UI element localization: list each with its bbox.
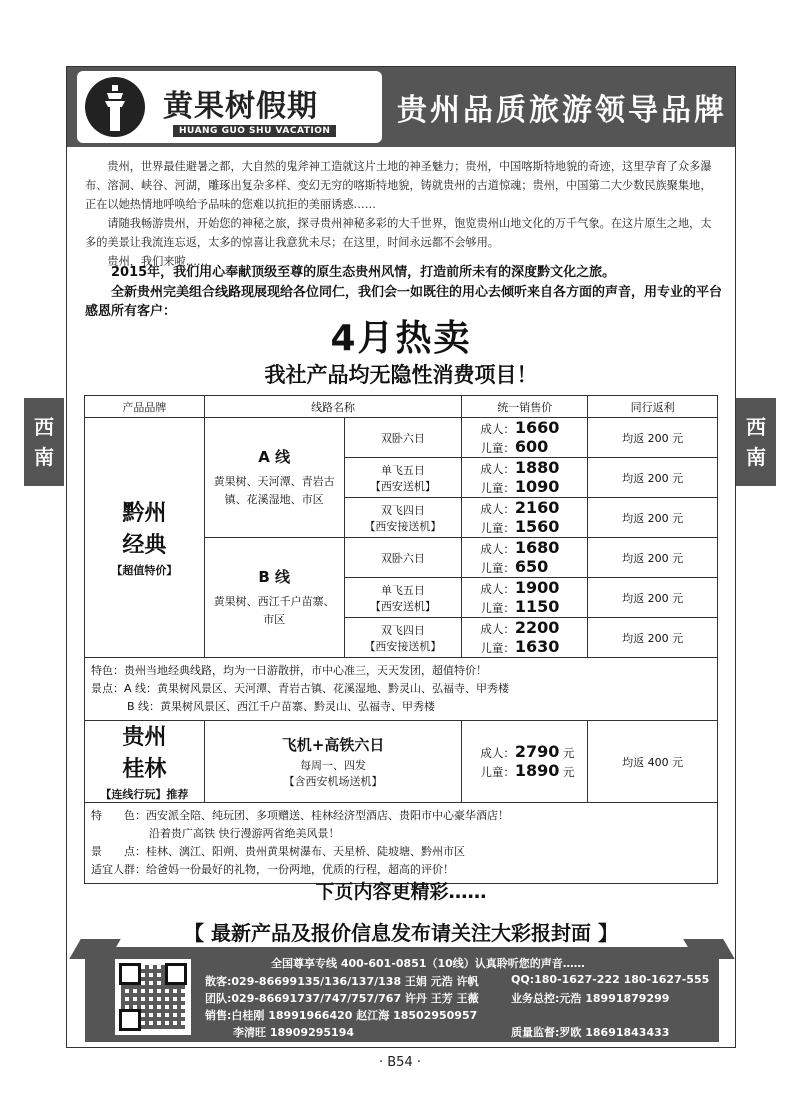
feature-note-2: 沿着贵广高铁 快行漫游两省绝美风景！: [149, 827, 340, 840]
adult-label: 成人：: [480, 581, 515, 596]
adult-label: 成人：: [480, 541, 515, 556]
intro-paragraph: 贵州，世界最佳避暑之都，大自然的鬼斧神工造就这片土地的神圣魅力；贵州，中国喀斯特地貌的奇迹，这里孕育了众多瀑布、溶洞、峡谷、河湖，雕琢出复杂多样、变幻无穷的喀斯特地貌，铸就贵州的古道惊魂；贵州，中国第二大少数民族聚集地，正在以她热情地呼唤给予品味的您难以抗拒的美丽诱惑……: [85, 160, 712, 211]
intro-paragraph: 贵州，我们来啦……: [107, 255, 209, 268]
route-title: 飞机+高铁六日: [281, 736, 385, 754]
intro-text: [85, 157, 719, 271]
route-cell: [204, 721, 462, 803]
line-desc: 黄果树、天河潭、青岩古镇、花溪湿地、市区: [213, 475, 335, 506]
adult-unit: 元: [563, 745, 575, 760]
route-cell: [344, 498, 462, 538]
rebate-cell: 均返 200 元: [588, 498, 718, 538]
feature-note: 特色：贵州当地经典线路，均为一日游散拼，市中心准三，天天发团，超值特价！: [91, 664, 487, 677]
qr-code-icon: [115, 959, 191, 1035]
tower-logo-icon: [85, 77, 145, 137]
adult-label: 成人：: [480, 421, 515, 436]
child-label: 儿童：: [480, 440, 515, 455]
intro-new-routes: 全新贵州完美组合线路现展现给各位同仁，我们会一如既往的用心去倾听来自各方面的声音，用专业的平台感恩所有客户：: [85, 285, 723, 319]
features-row: [85, 658, 718, 721]
brand-tag: 【超值特价】: [111, 563, 178, 577]
quality-contact: 质量监督:罗欧 18691843433: [511, 1026, 670, 1039]
sights-note: 景点：A 线：黄果树风景区、天河潭、青岩古镇、花溪湿地、黔灵山、弘福寺、甲秀楼: [91, 682, 510, 695]
child-label: 儿童：: [480, 480, 515, 495]
route-name: 单飞五日: [380, 463, 425, 477]
hot-sale-title: 4月热卖: [330, 318, 472, 359]
header-rebate: 同行返利: [588, 396, 718, 418]
route-transfer: 【含西安机场送机】: [283, 775, 383, 788]
sales-contact: 销售:白桂刚 18991966420 赵江海 18502950957: [205, 1009, 478, 1022]
contact-footer: [85, 947, 719, 1042]
rebate-cell: 均返 200 元: [588, 618, 718, 658]
route-cell: [344, 458, 462, 498]
logo-title: 黄果树假期: [163, 89, 318, 124]
adult-price: 1900: [514, 577, 560, 597]
route-cell: [344, 578, 462, 618]
child-price: 1890: [514, 760, 560, 780]
line-title: B 线: [258, 568, 290, 586]
brand-name: 桂林: [122, 756, 167, 782]
page-number: · B54 ·: [379, 1055, 421, 1070]
price-cell: [462, 418, 588, 458]
header-route: 线路名称: [204, 396, 462, 418]
director-contact: 业务总控:元浩 18991879299: [511, 992, 670, 1005]
no-extra-fee-title: 我社产品均无隐性消费项目！: [264, 363, 538, 387]
table-row: [85, 721, 718, 803]
audience-note: 适宜人群：给爸妈一份最好的礼物，一份两地，优质的行程，超高的评价！: [91, 863, 454, 876]
adult-price: 1680: [514, 537, 560, 557]
adult-label: 成人：: [480, 621, 515, 636]
adult-price: 1660: [514, 417, 560, 437]
side-tab-right-text: 西 南: [746, 415, 766, 469]
child-price: 1560: [514, 516, 560, 536]
header-price: 统一销售价: [462, 396, 588, 418]
rebate-cell: 均返 200 元: [588, 578, 718, 618]
brand-name: 经典: [122, 532, 167, 558]
retail-contact: 散客:029-86699135/136/137/138 王娟 元浩 许帆: [205, 975, 479, 988]
adult-label: 成人：: [480, 501, 515, 516]
route-cell: [344, 618, 462, 658]
adult-label: 成人：: [480, 745, 515, 760]
brand-name: 贵州: [122, 724, 167, 750]
qq-contact: QQ:180-1627-222 180-1627-555: [511, 973, 710, 986]
header-banner: [67, 67, 735, 147]
sales-contact-2: 李清旺 18909295194: [233, 1026, 355, 1039]
price-cell: [462, 538, 588, 578]
route-cell: [344, 418, 462, 458]
route-name: 双卧六日: [380, 551, 425, 565]
route-name: 双飞四日: [380, 503, 425, 517]
child-price: 1150: [514, 596, 560, 616]
line-desc: 黄果树、西江千户苗寨、市区: [213, 595, 335, 626]
more-next-page: 下页内容更精彩……: [315, 881, 487, 903]
adult-price: 2160: [514, 497, 560, 517]
features-cell: [85, 658, 718, 721]
feature-note: 特 色：西安派全陪、纯玩团、多项赠送、桂林经济型酒店、贵阳市中心豪华酒店！: [91, 809, 509, 822]
child-label: 儿童：: [480, 764, 515, 779]
route-name: 双飞四日: [380, 623, 425, 637]
route-cell: [344, 538, 462, 578]
child-unit: 元: [563, 764, 575, 779]
rebate-cell: 均返 400 元: [588, 721, 718, 803]
slogan: 贵州品质旅游领导品牌: [397, 93, 727, 128]
table-header-row: [85, 396, 718, 418]
intro-paragraph: 请随我畅游贵州，开始您的神秘之旅，探寻贵州神秘多彩的大千世界，饱览贵州山地文化的万千气象。在这片原生之地，太多的美景让我流连忘返，太多的惊喜让我意犹未尽；在这里，时间永远都不会够用。: [85, 217, 712, 249]
route-note: 【西安送机】: [369, 599, 436, 613]
child-price: 1090: [514, 476, 560, 496]
brand-tag: 【连线行玩】推荐: [100, 787, 189, 801]
child-label: 儿童：: [480, 520, 515, 535]
route-note: 【西安接送机】: [364, 519, 442, 533]
child-price: 650: [514, 556, 549, 576]
brand-name: 黔州: [122, 500, 167, 526]
rebate-cell: 均返 200 元: [588, 538, 718, 578]
brand-qianzhou: [85, 418, 205, 658]
header-brand: 产品品牌: [85, 396, 205, 418]
sights-note: 景 点：桂林、漓江、阳朔、贵州黄果树瀑布、天星桥、陡坡塘、黔州市区: [91, 845, 465, 858]
price-cell: [462, 618, 588, 658]
sights-note-b: B 线：黄果树风景区、西江千户苗寨、黔灵山、弘福寺、甲秀楼: [127, 700, 436, 713]
child-price: 1630: [514, 636, 560, 656]
child-label: 儿童：: [480, 640, 515, 655]
price-cell: [462, 578, 588, 618]
line-b: [204, 538, 344, 658]
route-name: 单飞五日: [380, 583, 425, 597]
cover-notice: 【 最新产品及报价信息发布请关注大彩报封面 】: [184, 921, 618, 945]
route-schedule: 每周一、四发: [300, 759, 367, 772]
route-name: 双卧六日: [380, 431, 425, 445]
ad-page: [66, 66, 736, 1048]
features-cell: [85, 803, 718, 884]
child-label: 儿童：: [480, 600, 515, 615]
features-row: [85, 803, 718, 884]
adult-label: 成人：: [480, 461, 515, 476]
rebate-cell: 均返 200 元: [588, 458, 718, 498]
adult-price: 2200: [514, 617, 560, 637]
brand-guilin: [85, 721, 205, 803]
child-label: 儿童：: [480, 560, 515, 575]
route-note: 【西安送机】: [369, 479, 436, 493]
price-cell: [462, 498, 588, 538]
side-tab-left-text: 西 南: [34, 415, 54, 469]
group-contact: 团队:029-86691737/747/757/767 许丹 王芳 王薇: [205, 992, 479, 1005]
price-table: [84, 395, 718, 884]
child-price: 600: [514, 436, 549, 456]
intro-2015: 2015年，我们用心奉献顶级至尊的原生态贵州风情，打造前所未有的深度黔文化之旅。: [111, 265, 616, 280]
line-title: A 线: [258, 448, 291, 466]
price-cell: [462, 458, 588, 498]
rebate-cell: 均返 200 元: [588, 418, 718, 458]
side-tab-left: [24, 398, 64, 486]
price-cell: [462, 721, 588, 803]
logo: [77, 71, 382, 143]
side-tab-right: [736, 398, 776, 486]
hotline: 全国尊享专线 400-601-0851（10线）认真聆听您的声音……: [271, 957, 585, 970]
logo-subtitle: HUANG GUO SHU VACATION: [173, 125, 336, 137]
route-note: 【西安接送机】: [364, 639, 442, 653]
adult-price: 1880: [514, 457, 560, 477]
adult-price: 2790: [514, 741, 560, 761]
table-row: [85, 418, 718, 458]
line-a: [204, 418, 344, 538]
